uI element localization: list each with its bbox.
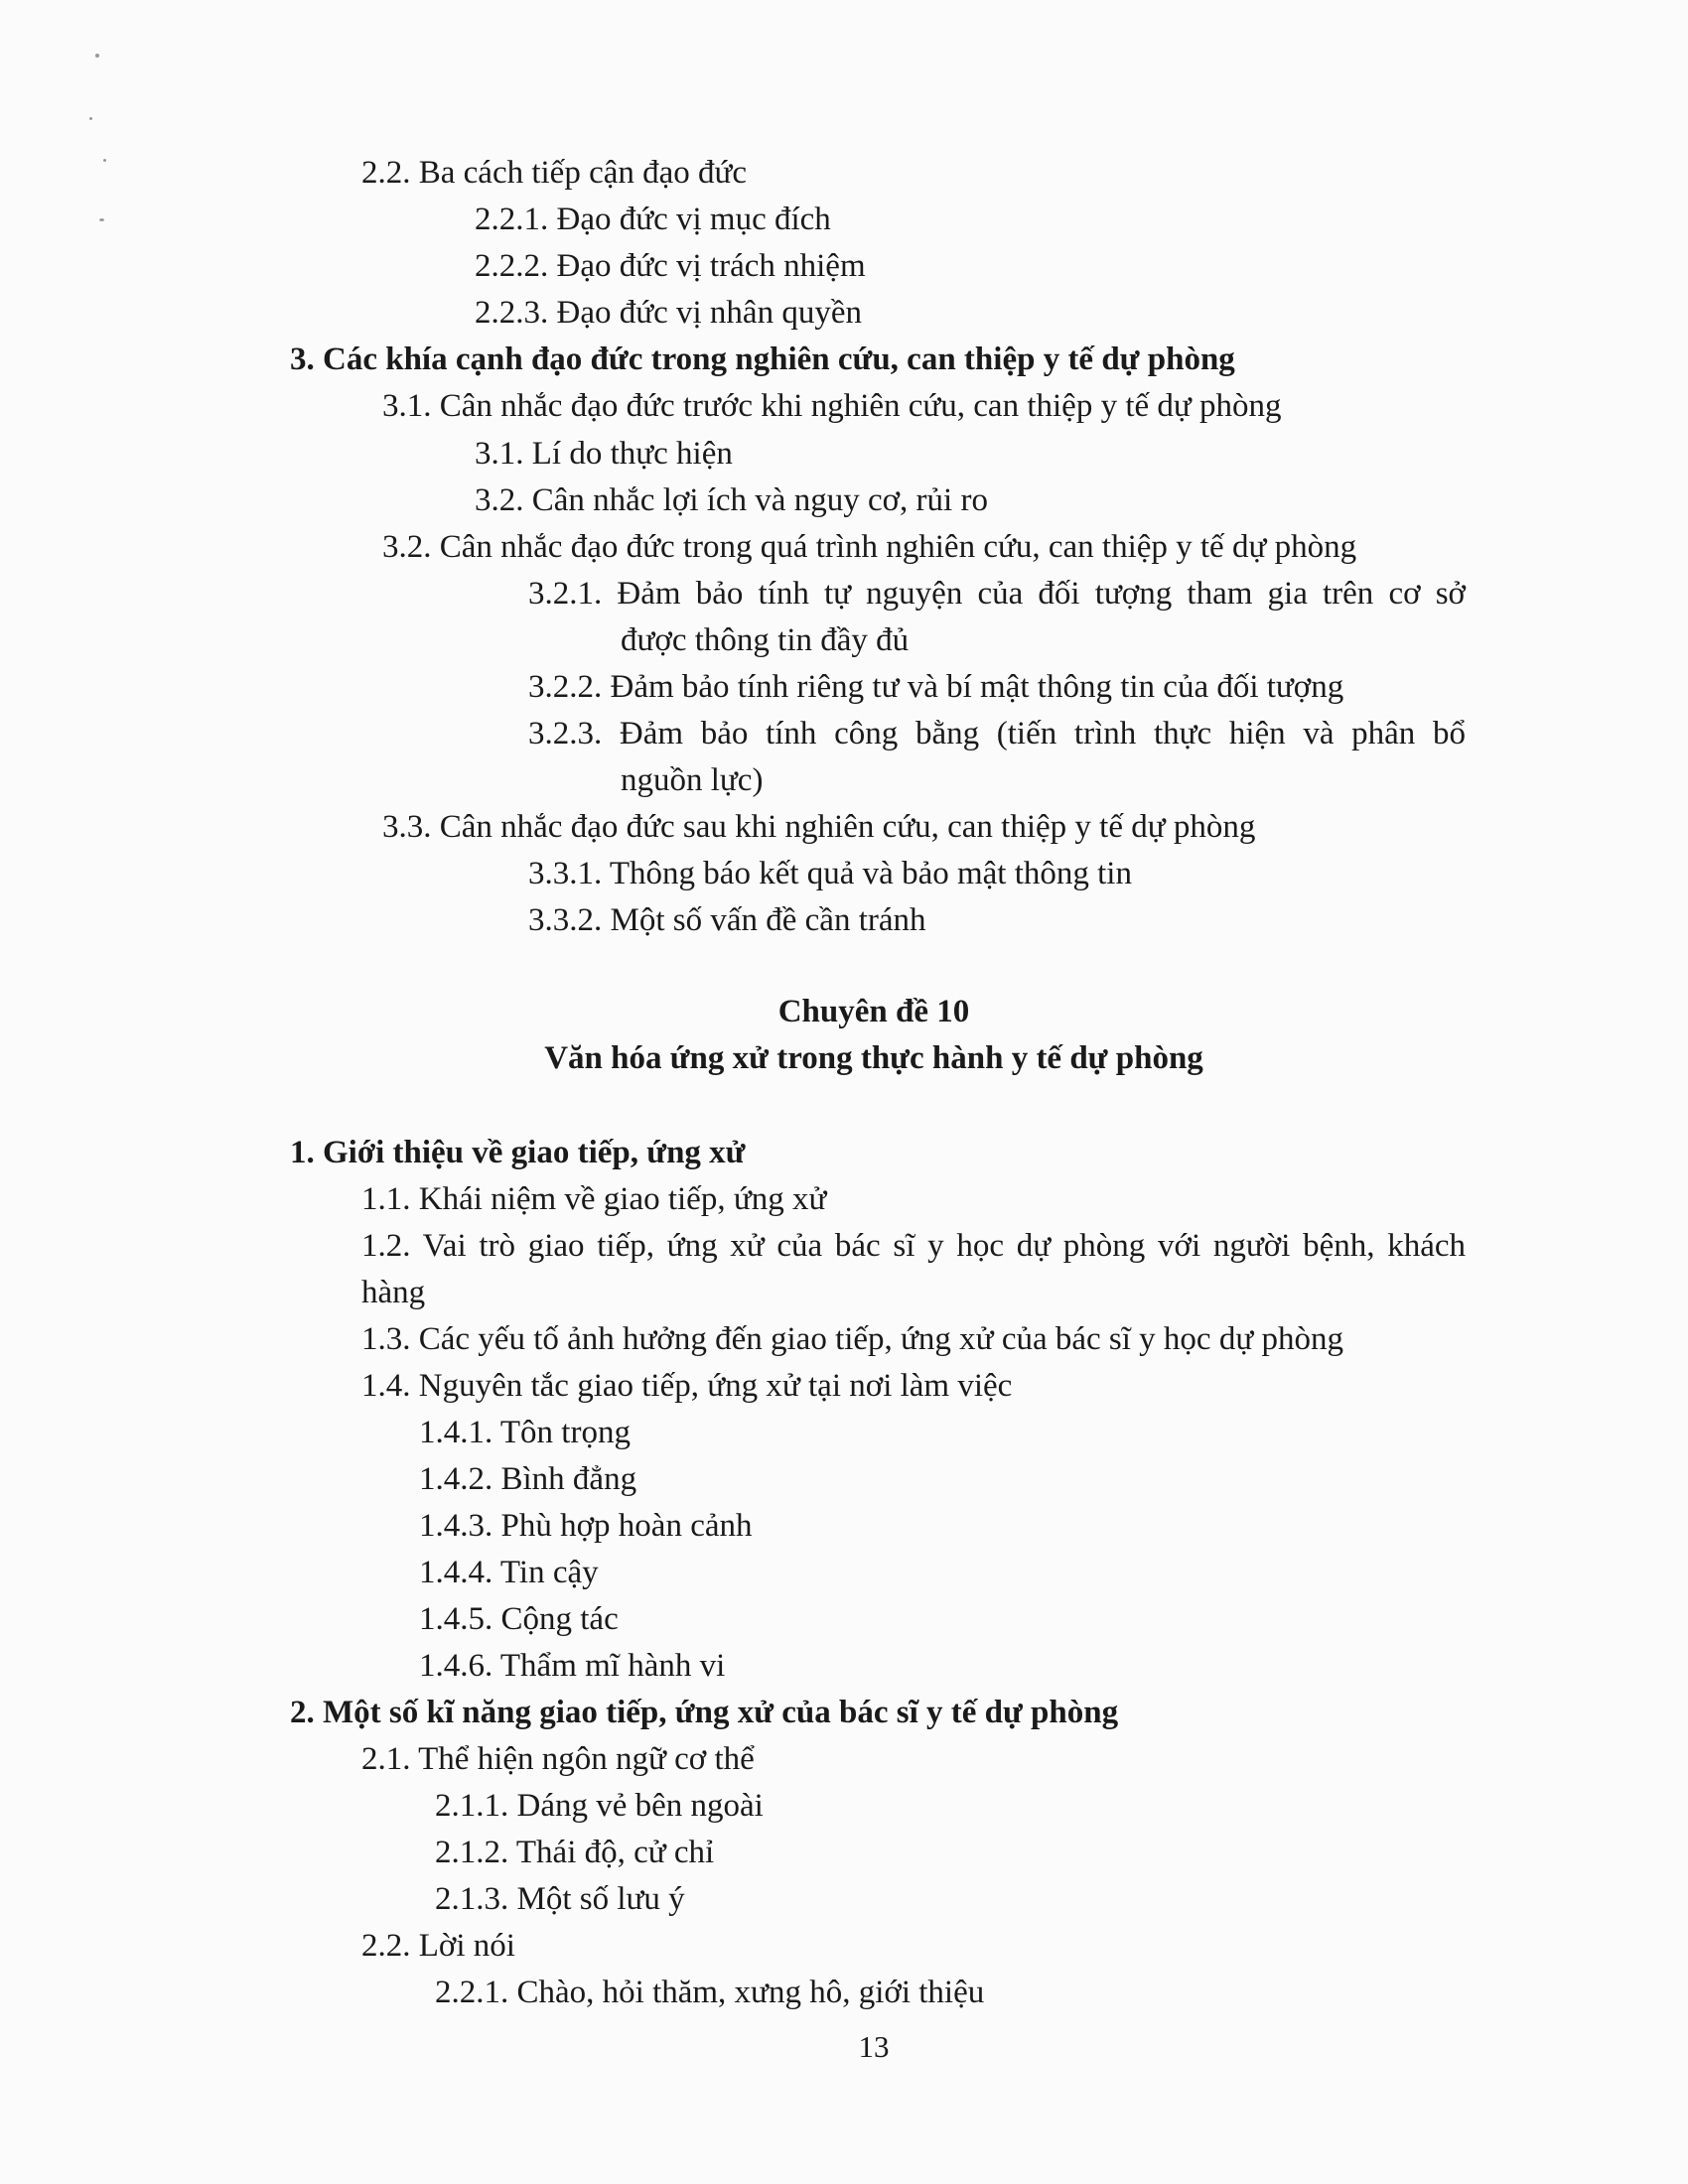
toc-line: 3.2.2. Đảm bảo tính riêng tư và bí mật thông tin của đối tượng: [528, 669, 1344, 705]
page-number: 13: [858, 2029, 890, 2064]
toc-line: 1.1. Khái niệm về giao tiếp, ứng xử: [361, 1181, 827, 1217]
toc-line: 1.2. Vai trò giao tiếp, ứng xử của bác sĩ y học dự phòng với người bệnh, khách: [361, 1228, 1466, 1264]
scan-speck: [99, 218, 104, 221]
section-heading: 1. Giới thiệu về giao tiếp, ứng xử: [290, 1135, 746, 1170]
toc-line: nguồn lực): [621, 762, 764, 798]
toc-line: 3.1. Cân nhắc đạo đức trước khi nghiên cứu, can thiệp y tế dự phòng: [382, 388, 1282, 424]
scan-speck: [95, 54, 99, 58]
toc-line: 3.2.1. Đảm bảo tính tự nguyện của đối tượng tham gia trên cơ sở: [528, 576, 1466, 612]
toc-line: 1.4.2. Bình đẳng: [419, 1461, 637, 1497]
toc-line: 3.1. Lí do thực hiện: [475, 436, 733, 472]
toc-line: 3.2. Cân nhắc lợi ích và nguy cơ, rủi ro: [475, 482, 988, 518]
toc-line: 2.2.1. Chào, hỏi thăm, xưng hô, giới thiệu: [435, 1975, 985, 2010]
toc-line: 2.1.2. Thái độ, cử chỉ: [435, 1835, 715, 1870]
toc-line: 2.1.3. Một số lưu ý: [435, 1881, 685, 1917]
toc-line: 2.2.3. Đạo đức vị nhân quyền: [475, 295, 862, 331]
section-heading: 2. Một số kĩ năng giao tiếp, ứng xử của bác sĩ y tế dự phòng: [290, 1695, 1119, 1730]
toc-line: 3.2. Cân nhắc đạo đức trong quá trình nghiên cứu, can thiệp y tế dự phòng: [382, 529, 1357, 565]
chapter-label: Chuyên đề 10: [777, 994, 970, 1029]
toc-line: 3.3. Cân nhắc đạo đức sau khi nghiên cứu, can thiệp y tế dự phòng: [382, 809, 1256, 845]
toc-line: 2.2. Lời nói: [361, 1928, 515, 1964]
section-heading: 3. Các khía cạnh đạo đức trong nghiên cứu, can thiệp y tế dự phòng: [290, 341, 1235, 377]
toc-line: 3.3.2. Một số vấn đề cần tránh: [528, 902, 926, 938]
toc-line: 2.1.1. Dáng vẻ bên ngoài: [435, 1788, 764, 1824]
chapter-title: Văn hóa ứng xử trong thực hành y tế dự phòng: [544, 1040, 1203, 1076]
toc-line: 2.2.2. Đạo đức vị trách nhiệm: [475, 248, 866, 284]
toc-line: 2.1. Thể hiện ngôn ngữ cơ thể: [361, 1741, 755, 1777]
toc-line: 1.4.4. Tin cậy: [419, 1555, 599, 1590]
toc-line: 1.4. Nguyên tắc giao tiếp, ứng xử tại nơi làm việc: [361, 1368, 1013, 1404]
toc-line: 2.2.1. Đạo đức vị mục đích: [475, 202, 831, 237]
toc-line: được thông tin đầy đủ: [621, 622, 910, 658]
toc-line: 1.4.6. Thẩm mĩ hành vi: [419, 1648, 726, 1684]
scan-speck: [89, 117, 92, 120]
toc-line: 1.4.1. Tôn trọng: [419, 1415, 631, 1450]
toc-line: 1.4.3. Phù hợp hoàn cảnh: [419, 1508, 753, 1544]
scan-speck: [103, 159, 106, 162]
toc-line: 1.3. Các yếu tố ảnh hưởng đến giao tiếp, ứng xử của bác sĩ y học dự phòng: [361, 1321, 1343, 1357]
toc-line: 2.2. Ba cách tiếp cận đạo đức: [361, 155, 748, 191]
toc-line: 3.3.1. Thông báo kết quả và bảo mật thông tin: [528, 856, 1132, 891]
toc-line: hàng: [361, 1275, 426, 1310]
toc-line: 1.4.5. Cộng tác: [419, 1601, 619, 1637]
toc-line: 3.2.3. Đảm bảo tính công bằng (tiến trình thực hiện và phân bổ: [528, 716, 1466, 751]
